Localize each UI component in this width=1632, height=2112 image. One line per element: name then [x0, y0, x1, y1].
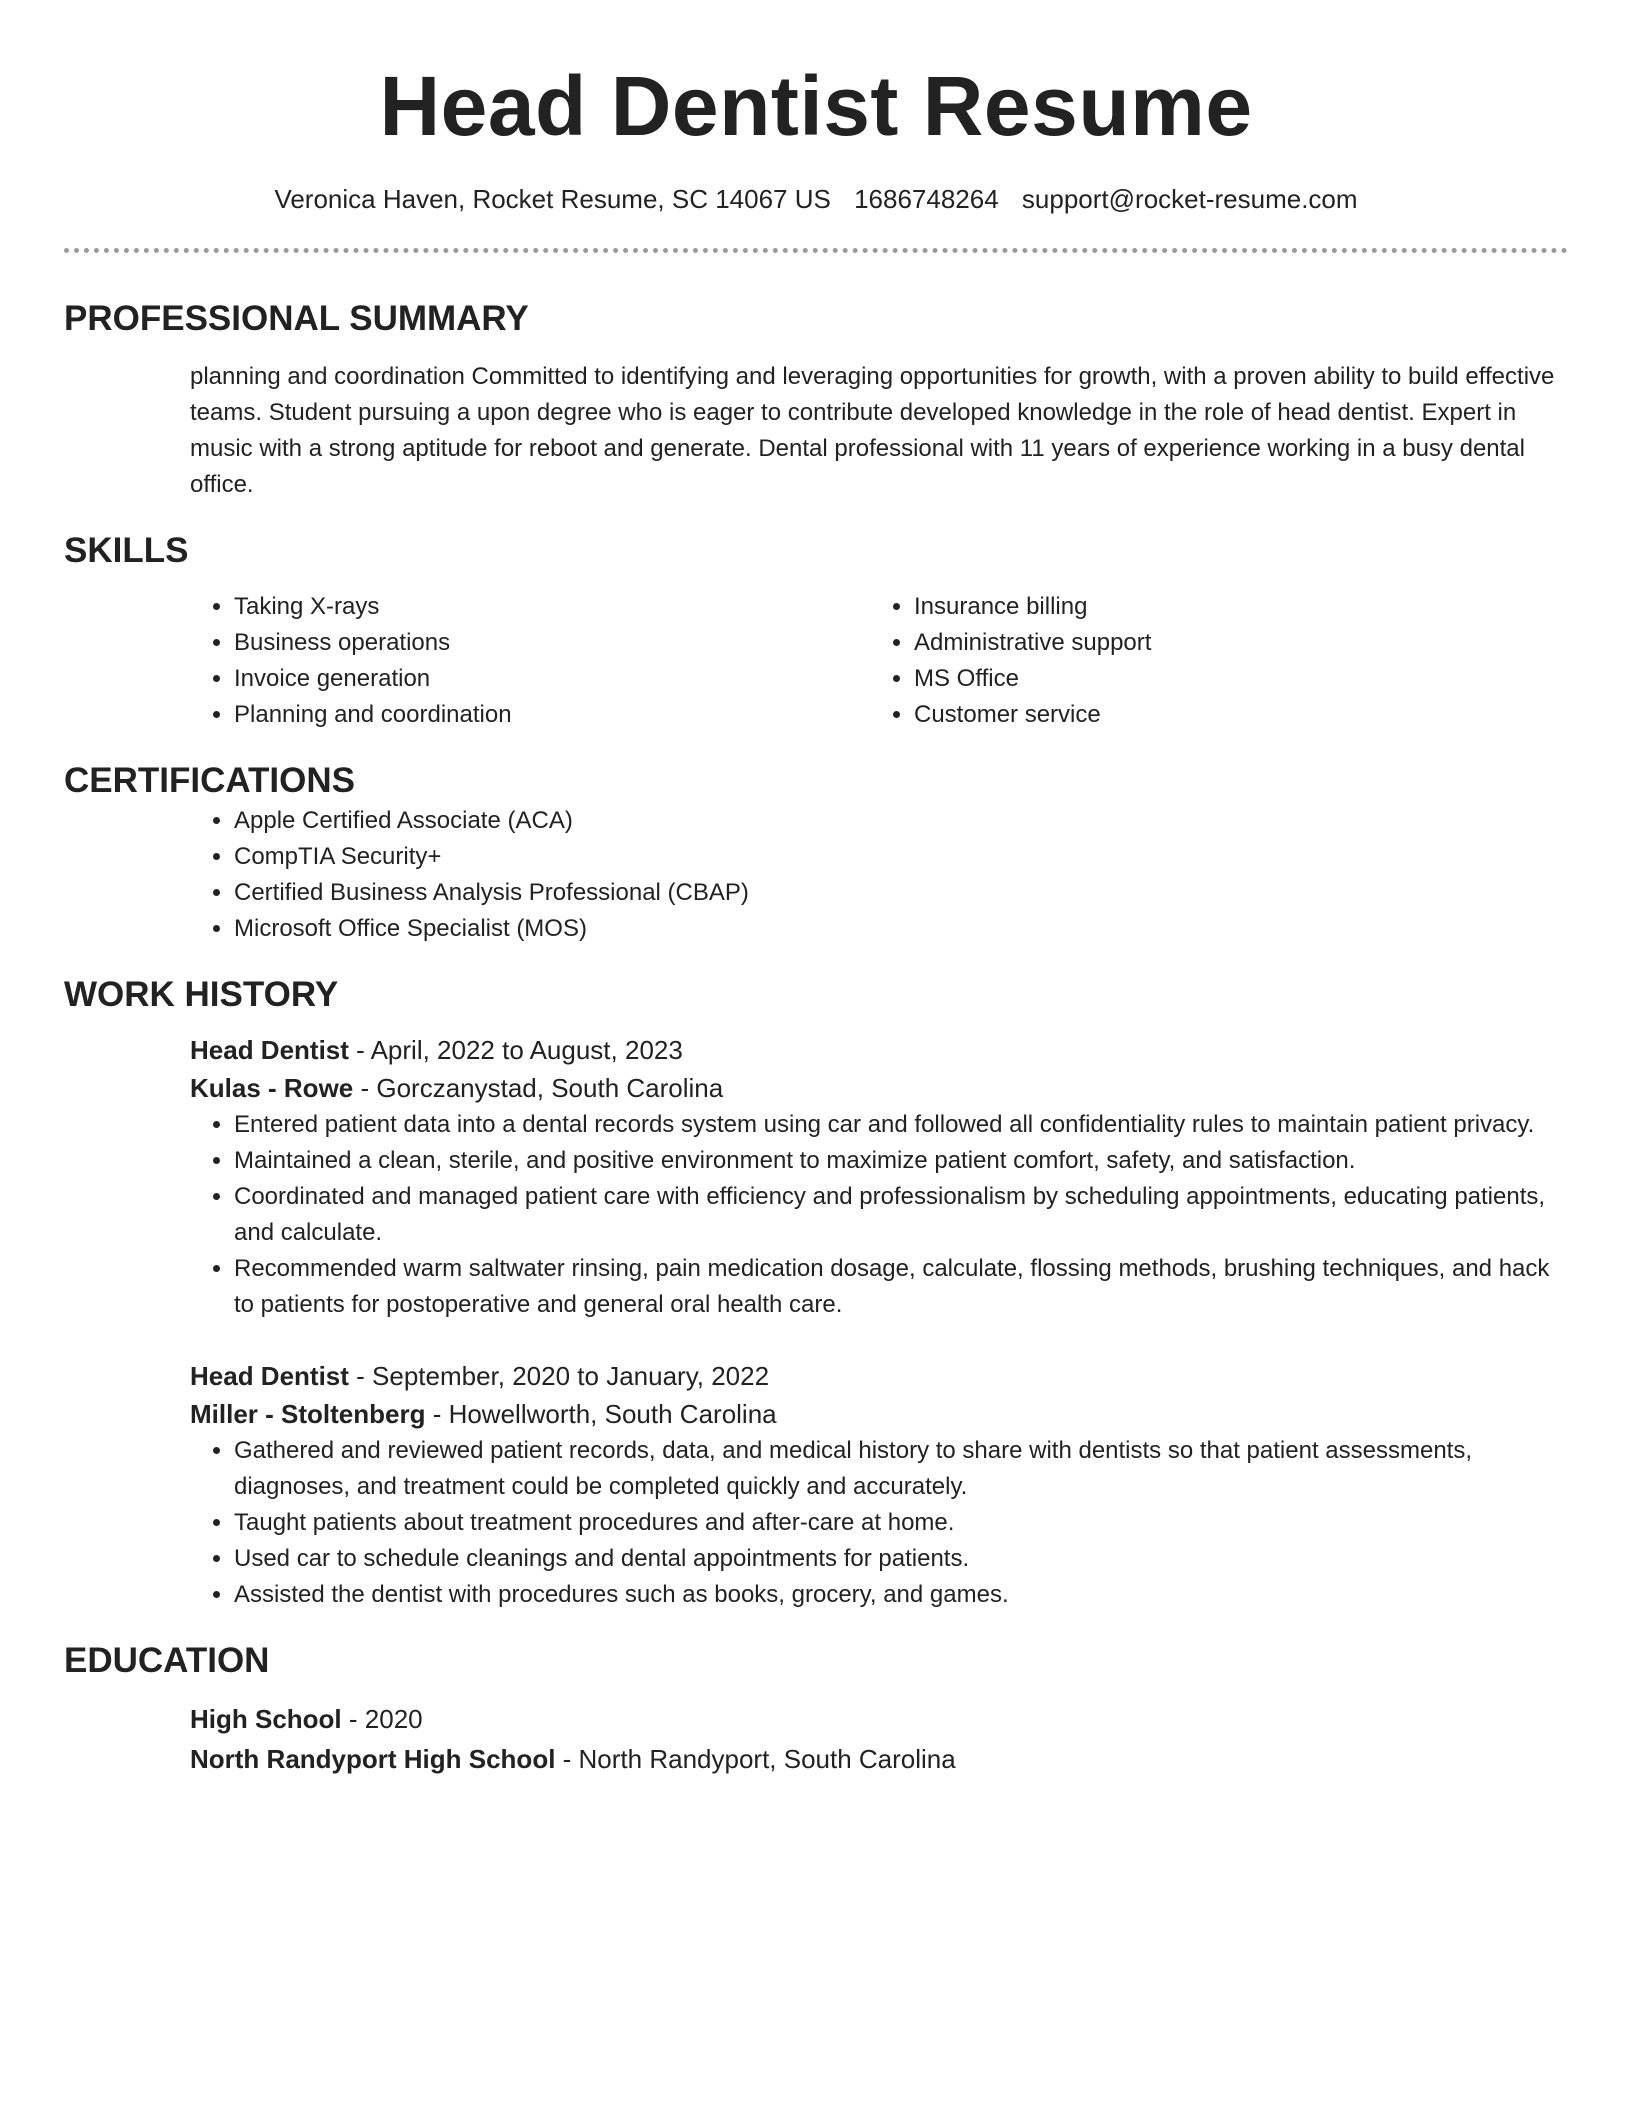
job-title-line	[190, 1031, 1568, 1069]
skills-list-right	[870, 589, 1550, 733]
education-section	[64, 1699, 1568, 1779]
summary-text: planning and coordination Committed to identifying and leveraging opportunities for growth, with a proven ability to build effective teams. Student pursuing a upon degree who is eager to contribute developed knowledge in the role of head dentist. Expert in music with a strong aptitude for reboot and generate. Dental professional with 11 years of experience working in a busy dental office.	[190, 363, 1555, 498]
skill-item: • Invoice generation	[234, 661, 870, 697]
certifications-list	[190, 803, 1568, 947]
skill-item: • Customer service	[914, 697, 1550, 733]
skill-item: • Taking X-rays	[234, 589, 870, 625]
job-title: Head Dentist	[190, 1361, 349, 1391]
education-degree-line	[190, 1699, 1568, 1739]
job-location: - Howellworth, South Carolina	[425, 1399, 777, 1429]
contact-line	[64, 182, 1568, 216]
job-bullet: • Maintained a clean, sterile, and positive environment to maximize patient comfort, safety, and satisfaction.	[234, 1143, 1568, 1179]
resume-title: Head Dentist Resume	[379, 59, 1253, 153]
job-bullet: • Recommended warm saltwater rinsing, pain medication dosage, calculate, flossing methods, brushing techniques, and hack to patients for postoperative and general oral health care.	[234, 1251, 1568, 1323]
education-school: North Randyport High School	[190, 1744, 556, 1774]
skill-item: • Insurance billing	[914, 589, 1550, 625]
job-bullet-list	[190, 1433, 1568, 1613]
section-heading-education: EDUCATION	[64, 1641, 270, 1680]
job-entry	[190, 1031, 1568, 1323]
contact-address: Veronica Haven, Rocket Resume, SC 14067 US	[274, 184, 831, 214]
skill-item: • Administrative support	[914, 625, 1550, 661]
skill-item: • MS Office	[914, 661, 1550, 697]
certification-item: • Microsoft Office Specialist (MOS)	[234, 911, 1568, 947]
section-heading-summary: PROFESSIONAL SUMMARY	[64, 299, 529, 338]
education-location: - North Randyport, South Carolina	[555, 1744, 956, 1774]
contact-phone: 1686748264	[854, 184, 999, 214]
skills-grid	[190, 589, 1568, 733]
job-title: Head Dentist	[190, 1035, 349, 1065]
job-company: Kulas - Rowe	[190, 1073, 354, 1103]
work-history-section	[64, 1031, 1568, 1613]
education-school-line	[190, 1739, 1568, 1779]
certification-item: • Apple Certified Associate (ACA)	[234, 803, 1568, 839]
contact-email: support@rocket-resume.com	[1021, 184, 1358, 214]
job-bullet: • Used car to schedule cleanings and dental appointments for patients.	[234, 1541, 1568, 1577]
job-bullet: • Assisted the dentist with procedures such as books, grocery, and games.	[234, 1577, 1568, 1613]
certification-item: • Certified Business Analysis Professional (CBAP)	[234, 875, 1568, 911]
skills-section	[64, 589, 1568, 733]
job-company: Miller - Stoltenberg	[190, 1399, 426, 1429]
job-bullet: • Coordinated and managed patient care with efficiency and professionalism by scheduling appointments, educating patients, and calculate.	[234, 1179, 1568, 1251]
job-company-line	[190, 1395, 1568, 1433]
job-bullet: • Taught patients about treatment procedures and after-care at home.	[234, 1505, 1568, 1541]
skill-item: • Business operations	[234, 625, 870, 661]
job-bullet-list	[190, 1107, 1568, 1323]
job-entry	[190, 1357, 1568, 1613]
certification-item: • CompTIA Security+	[234, 839, 1568, 875]
job-dates: - September, 2020 to January, 2022	[348, 1361, 770, 1391]
skills-column-left	[190, 589, 870, 733]
job-company-line	[190, 1069, 1568, 1107]
job-dates: - April, 2022 to August, 2023	[348, 1035, 683, 1065]
job-bullet: • Entered patient data into a dental records system using car and followed all confidentiality rules to maintain patient privacy.	[234, 1107, 1568, 1143]
section-heading-certifications: CERTIFICATIONS	[64, 761, 356, 800]
job-bullet: • Gathered and reviewed patient records, data, and medical history to share with dentists so that patient assessments, diagnoses, and treatment could be completed quickly and accurately.	[234, 1433, 1568, 1505]
section-heading-work-history: WORK HISTORY	[64, 975, 339, 1014]
skill-item: • Planning and coordination	[234, 697, 870, 733]
job-title-line	[190, 1357, 1568, 1395]
summary-section	[64, 359, 1568, 503]
certifications-section	[64, 803, 1568, 947]
education-degree: High School	[190, 1704, 342, 1734]
skills-list-left	[190, 589, 870, 733]
skills-column-right	[870, 589, 1550, 733]
job-location: - Gorczanystad, South Carolina	[353, 1073, 724, 1103]
section-heading-skills: SKILLS	[64, 531, 189, 570]
header-divider	[64, 248, 1568, 253]
education-year: - 2020	[341, 1704, 423, 1734]
